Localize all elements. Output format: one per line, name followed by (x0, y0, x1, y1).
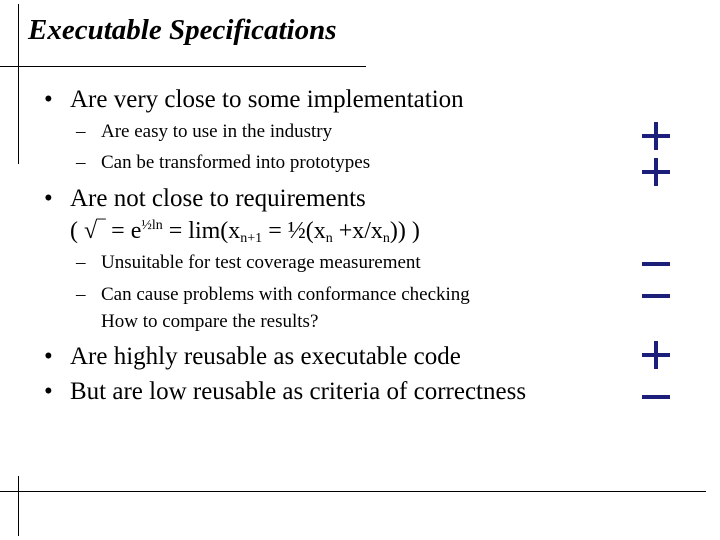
sub-bullet-text: Can be transformed into prototypes (101, 152, 371, 173)
bullet-text: Are highly reusable as executable code (70, 343, 461, 370)
plus-icon-stem (654, 158, 658, 186)
formula-subscript: n (325, 231, 333, 246)
bullet-mark: • (44, 343, 53, 370)
decorative-horizontal-line-top (0, 66, 366, 67)
minus-icon-bar (642, 395, 670, 399)
formula-part: +x/x (332, 218, 383, 244)
formula (70, 218, 420, 245)
minus-icon-bar (642, 294, 670, 298)
plus-icon-stem (654, 122, 658, 150)
sub-bullet-text: Can cause problems with conformance checking (101, 284, 470, 305)
plus-icon (642, 158, 670, 186)
formula-open: ( (70, 218, 78, 244)
sub-bullet-continuation: How to compare the results? (101, 311, 319, 332)
plus-icon-stem (654, 341, 658, 369)
formula-exponent: ½ln (141, 218, 163, 233)
formula-part: = lim(x (162, 218, 241, 244)
dash-mark: – (76, 152, 86, 173)
bullet-item (44, 185, 366, 213)
decorative-horizontal-line-bottom (0, 491, 706, 492)
sub-bullet-item (76, 284, 470, 306)
sub-bullet-text: Are easy to use in the industry (101, 121, 333, 142)
square-root-symbol: √‾ (84, 218, 106, 244)
bullet-text: Are not close to requirements (70, 185, 366, 212)
sub-bullet-item (76, 252, 421, 274)
bullet-item (44, 378, 526, 406)
sub-bullet-text: Unsuitable for test coverage measurement (101, 252, 421, 273)
plus-icon (642, 122, 670, 150)
minus-icon (642, 383, 670, 411)
minus-icon-bar (642, 262, 670, 266)
decorative-vertical-line-top (18, 4, 19, 164)
bullet-item (44, 86, 464, 114)
sub-bullet-item (76, 152, 370, 174)
slide-title: Executable Specifications (28, 14, 337, 46)
formula-subscript: n+1 (240, 231, 263, 246)
plus-icon (642, 341, 670, 369)
bullet-item (44, 343, 461, 371)
sub-bullet-item (76, 121, 332, 143)
formula-part: = ½(x (262, 218, 326, 244)
bullet-text: Are very close to some implementation (70, 86, 464, 113)
decorative-vertical-line-bottom (18, 476, 19, 536)
bullet-mark: • (44, 378, 53, 405)
formula-close: )) ) (389, 218, 420, 244)
formula-subscript: n (382, 231, 390, 246)
bullet-mark: • (44, 86, 53, 113)
bullet-text: But are low reusable as criteria of correctness (70, 378, 527, 405)
minus-icon (642, 250, 670, 278)
bullet-mark: • (44, 185, 53, 212)
formula-part: = e (105, 218, 142, 244)
dash-mark: – (76, 284, 86, 305)
dash-mark: – (76, 121, 86, 142)
minus-icon (642, 282, 670, 310)
dash-mark: – (76, 252, 86, 273)
